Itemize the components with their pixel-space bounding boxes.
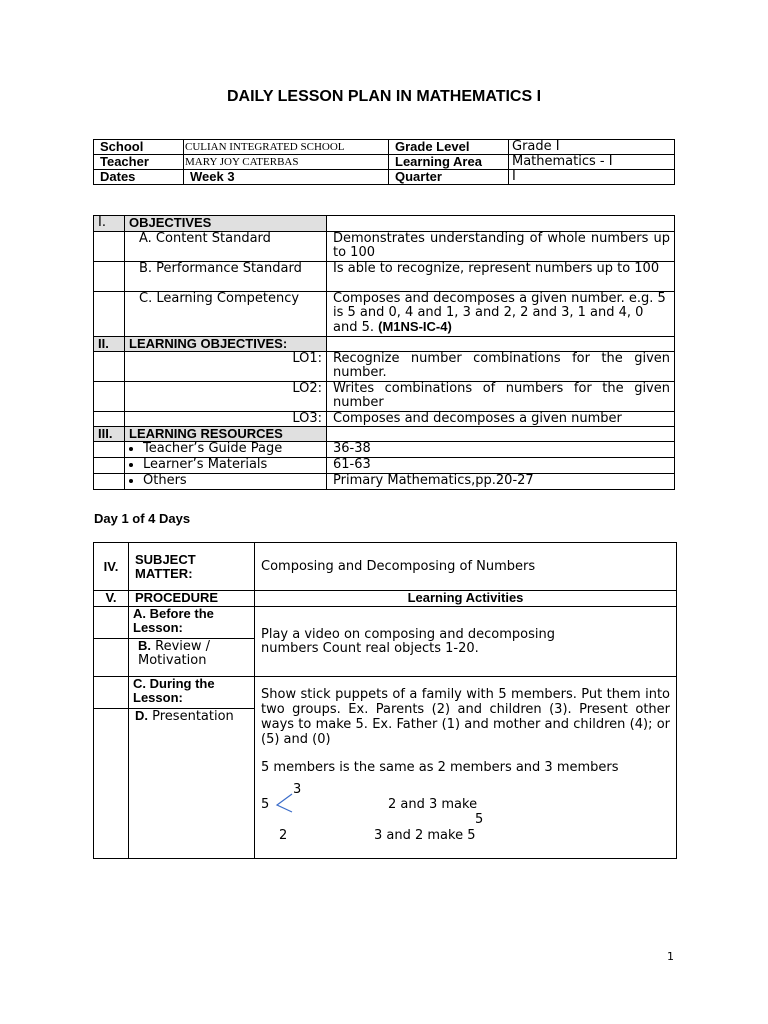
presentation-text-label: Presentation [152, 709, 234, 724]
day-label: Day 1 of 4 Days [94, 511, 191, 526]
lo2-label: LO2: [125, 382, 327, 412]
learning-competency-value [327, 292, 675, 337]
resource-label: • Teacher’s Guide Page [143, 442, 322, 456]
procedure-num: V. [94, 591, 129, 607]
bond-top: 3 [293, 782, 302, 797]
dates-value: Week 3 [184, 170, 389, 185]
lo2-value: Writes combinations of numbers for the given number [327, 382, 675, 412]
resource-label: • Others [143, 474, 322, 488]
before-lesson-label: A. Before the Lesson: [129, 607, 255, 639]
cell-blank [94, 232, 125, 262]
cell-blank [94, 639, 129, 677]
page-title: DAILY LESSON PLAN IN MATHEMATICS I [226, 88, 542, 105]
bond-whole: 5 [261, 797, 270, 812]
lo1-value: Recognize number combinations for the given number. [327, 352, 675, 382]
presentation-letter: D. [135, 708, 148, 723]
presentation-label [129, 709, 255, 859]
subject-value: Composing and Decomposing of Numbers [255, 543, 677, 591]
bond-lines-icon [273, 792, 295, 814]
cell-blank [94, 262, 125, 292]
review-text-label: Review / Motivation [138, 639, 211, 668]
objectives-num: I. [94, 216, 125, 232]
cell-blank [94, 458, 125, 474]
review-text: Play a video on composing and decomposing numbers Count real objects 1-20. [255, 607, 677, 677]
resources-heading: LEARNING RESOURCES [125, 427, 327, 442]
cell-blank [94, 677, 129, 709]
cell-blank [94, 442, 125, 458]
learning-area-label: Learning Area [389, 155, 509, 170]
content-standard-label: A. Content Standard [125, 232, 327, 262]
competency-code: (M1NS-IC-4) [378, 319, 452, 334]
during-lesson-label: C. During the Lesson: [129, 677, 255, 709]
make-result-1: 5 [475, 812, 484, 827]
resource-value: Primary Mathematics,pp.20-27 [327, 474, 675, 490]
page-number: 1 [667, 950, 674, 963]
cell-blank [327, 427, 675, 442]
dates-label: Dates [94, 170, 184, 185]
resource-value: 61-63 [327, 458, 675, 474]
resources-num: III. [94, 427, 125, 442]
learning-competency-text: Composes and decomposes a given number. e.g. 5 is 5 and 0, 4 and 1, 3 and 2, 2 and 3, 1 and 4, 0 and 5. [333, 291, 666, 335]
number-bond-diagram [261, 783, 670, 841]
school-label: School [94, 140, 184, 155]
quarter-value: I [509, 170, 675, 185]
grade-level-value: Grade I [509, 140, 675, 155]
objectives-heading: OBJECTIVES [125, 216, 327, 232]
lesson-table [93, 542, 677, 859]
review-letter: B. [138, 638, 151, 653]
resource-item [125, 474, 327, 490]
cell-blank [327, 337, 675, 352]
lo3-value: Composes and decomposes a given number [327, 412, 675, 427]
resource-label: • Learner’s Materials [143, 458, 322, 472]
presentation-cell [255, 677, 677, 859]
members-text: 5 members is the same as 2 members and 3 members [261, 760, 619, 775]
learning-objectives-num: II. [94, 337, 125, 352]
learning-competency-label: C. Learning Competency [125, 292, 327, 337]
lo3-label: LO3: [125, 412, 327, 427]
subject-label: SUBJECT MATTER: [129, 543, 255, 591]
quarter-label: Quarter [389, 170, 509, 185]
learning-objectives-heading: LEARNING OBJECTIVES: [125, 337, 327, 352]
bond-bottom: 2 [279, 828, 288, 843]
procedure-label: PROCEDURE [129, 591, 255, 607]
subject-num: IV. [94, 543, 129, 591]
objectives-table [93, 215, 675, 490]
cell-blank [94, 352, 125, 382]
header-table [93, 139, 675, 185]
cell-blank [94, 709, 129, 859]
presentation-text: Show stick puppets of a family with 5 members. Put them into two groups. Ex. Parents (2) and children (3). Present other ways to make 5. Ex. Father (1) and mother and children (4); or (5) and (0) [261, 687, 670, 747]
cell-blank [94, 474, 125, 490]
activities-label: Learning Activities [255, 591, 677, 607]
grade-level-label: Grade Level [389, 140, 509, 155]
resource-item [125, 442, 327, 458]
teacher-value: MARY JOY CATERBAS [184, 155, 389, 170]
cell-blank [94, 292, 125, 337]
objectives-blank [327, 216, 675, 232]
review-motivation-label [129, 639, 255, 677]
resource-value: 36-38 [327, 442, 675, 458]
teacher-label: Teacher [94, 155, 184, 170]
lo1-label: LO1: [125, 352, 327, 382]
cell-blank [94, 412, 125, 427]
performance-standard-label: B. Performance Standard [125, 262, 327, 292]
make-statement-2: 3 and 2 make 5 [374, 828, 476, 843]
performance-standard-value: Is able to recognize, represent numbers up to 100 [327, 262, 675, 292]
school-value: CULIAN INTEGRATED SCHOOL [184, 140, 389, 155]
content-standard-value: Demonstrates understanding of whole numbers up to 100 [327, 232, 675, 262]
cell-blank [94, 382, 125, 412]
make-statement-1: 2 and 3 make [388, 797, 478, 812]
learning-area-value: Mathematics - I [509, 155, 675, 170]
resource-item [125, 458, 327, 474]
cell-blank [94, 607, 129, 639]
